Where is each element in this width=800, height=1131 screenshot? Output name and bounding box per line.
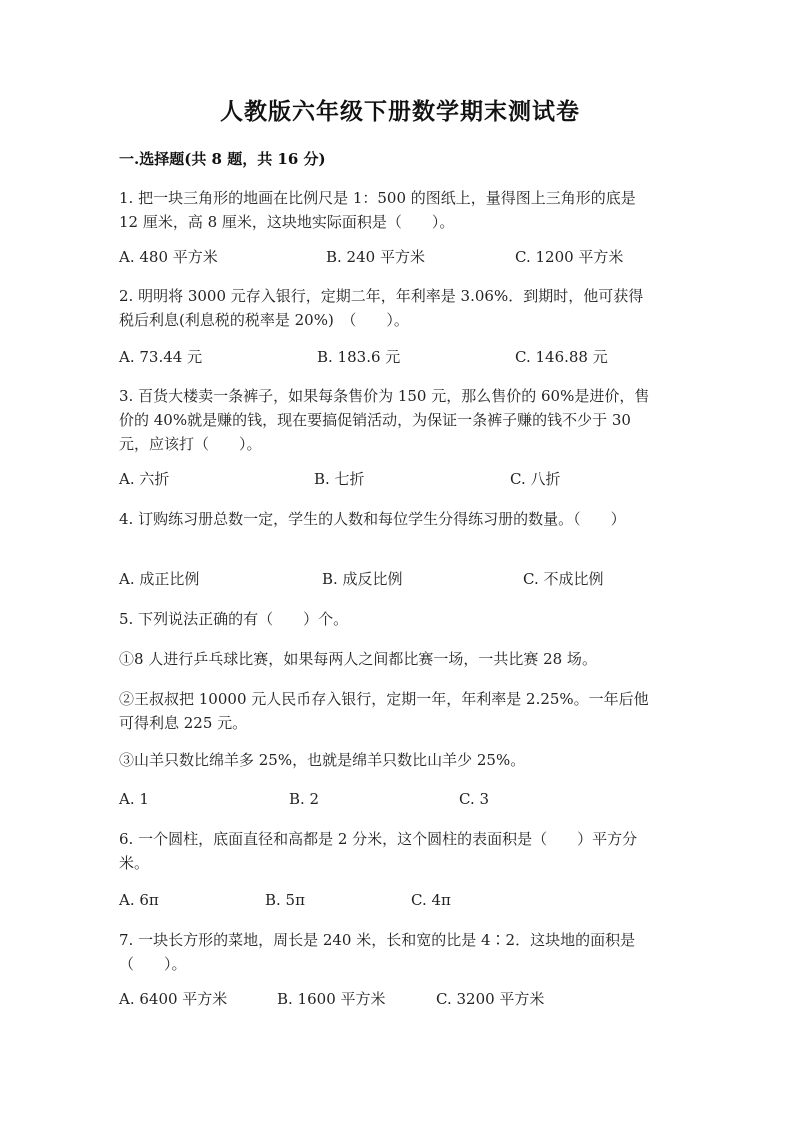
option-b: B. 七折: [314, 470, 365, 488]
option-b: B. 1600 平方米: [277, 990, 386, 1008]
question-2: [119, 284, 679, 332]
question-text-line: 7. 一块长方形的菜地，周长是 240 米，长和宽的比是 4∶2．这块地的面积是: [119, 931, 636, 949]
question-text-line: 税后利息(利息税的税率是 20%) （ ）。: [119, 311, 409, 329]
statement-text-line: ②王叔叔把 10000 元人民币存入银行，定期一年，年利率是 2.25%。一年后他: [119, 690, 649, 708]
question-text-line: 5. 下列说法正确的有（ ）个。: [119, 610, 349, 628]
option-b: B. 183.6 元: [317, 348, 401, 366]
option-c: C. 八折: [510, 470, 561, 488]
question-7: [119, 928, 679, 976]
option-a: A. 73.44 元: [119, 348, 203, 366]
section-heading: 一.选择题(共 8 题，共 16 分): [119, 150, 326, 168]
question-text-line: 12 厘米，高 8 厘米，这块地实际面积是（ ）。: [119, 213, 455, 231]
option-c: C. 不成比例: [523, 570, 604, 588]
option-c: C. 146.88 元: [515, 348, 608, 366]
question-1: [119, 186, 679, 234]
question-text-line: 米。: [119, 854, 150, 872]
option-b: B. 2: [289, 790, 320, 808]
option-b: B. 5π: [265, 891, 305, 909]
option-a: A. 1: [119, 790, 149, 808]
statement-1: [119, 647, 679, 671]
option-a: A. 6π: [119, 891, 159, 909]
question-text-line: 4. 订购练习册总数一定，学生的人数和每位学生分得练习册的数量。（ ）: [119, 510, 626, 528]
page-title: 人教版六年级下册数学期末测试卷: [220, 98, 580, 125]
question-5: [119, 607, 679, 631]
statement-2: [119, 687, 679, 735]
question-text-line: 价的 40%就是赚的钱，现在要搞促销活动，为保证一条裤子赚的钱不少于 30: [119, 411, 631, 429]
option-a: A. 6400 平方米: [119, 990, 228, 1008]
question-text-line: 元，应该打（ ）。: [119, 435, 262, 453]
statement-text-line: ③山羊只数比绵羊多 25%，也就是绵羊只数比山羊少 25%。: [119, 751, 526, 769]
question-text-line: 2. 明明将 3000 元存入银行，定期二年，年利率是 3.06%．到期时，他可获得: [119, 287, 644, 305]
question-text-line: 1. 把一块三角形的地画在比例尺是 1：500 的图纸上，量得图上三角形的底是: [119, 189, 636, 207]
question-text-line: （ ）。: [119, 955, 187, 973]
option-b: B. 成反比例: [322, 570, 403, 588]
question-text-line: 3. 百货大楼卖一条裤子，如果每条售价为 150 元，那么售价的 60%是进价，售: [119, 387, 650, 405]
option-c: C. 4π: [411, 891, 451, 909]
option-a: A. 成正比例: [119, 570, 200, 588]
statement-3: [119, 748, 679, 772]
statement-text-line: ①8 人进行乒乓球比赛，如果每两人之间都比赛一场，一共比赛 28 场。: [119, 650, 597, 668]
question-6: [119, 827, 679, 875]
question-4: [119, 507, 679, 531]
option-c: C. 3200 平方米: [436, 990, 545, 1008]
statement-text-line: 可得利息 225 元。: [119, 714, 248, 732]
option-a: A. 六折: [119, 470, 170, 488]
option-c: C. 1200 平方米: [515, 248, 624, 266]
question-3: [119, 384, 679, 456]
option-b: B. 240 平方米: [326, 248, 425, 266]
question-text-line: 6. 一个圆柱，底面直径和高都是 2 分米，这个圆柱的表面积是（ ）平方分: [119, 830, 638, 848]
option-c: C. 3: [459, 790, 490, 808]
option-a: A. 480 平方米: [119, 248, 218, 266]
